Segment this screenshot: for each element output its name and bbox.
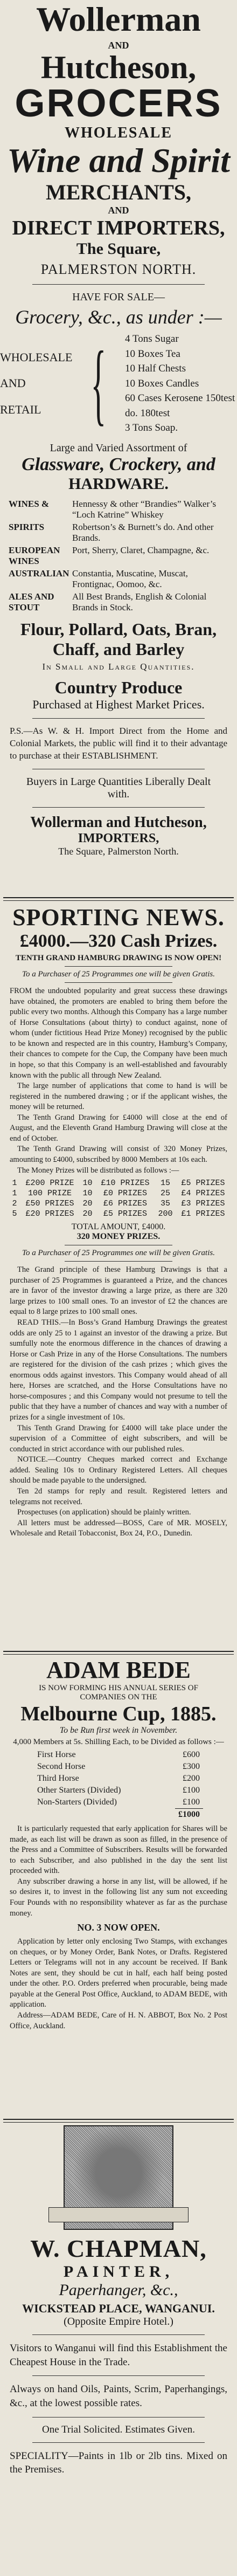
col-retail: RETAIL [0, 402, 41, 416]
wines-row [9, 545, 228, 567]
table-cell: £10 PRIZES [101, 1179, 150, 1188]
specialty-line: SPECIALITY—Paints in 1lb or 2lb tins. Mixed on the Premises. [10, 2450, 227, 2476]
table-cell: £3 PRIZES [181, 1199, 225, 1209]
sporting-paragraph: The Tenth Grand Drawing for £4000 will close at the end of August, and the Eleventh Grand Hamburg Drawing will close at the end of October. [10, 1113, 227, 1143]
chaff-heading: Chaff, and Barley [52, 639, 185, 659]
divider [32, 807, 205, 808]
purchaser-line-2: To a Purchaser of 25 Programmes one will be given Gratis. [22, 1249, 215, 1258]
and-label: AND [108, 40, 129, 51]
chapman-name: W. CHAPMAN, [30, 2235, 207, 2262]
produce-heading: Country Produce [54, 677, 183, 697]
adam-title: ADAM BEDE [46, 1657, 191, 1683]
table-cell: £600 [183, 1750, 200, 1759]
table-cell: Second Horse [37, 1762, 86, 1771]
table-cell: Other Starters (Divided) [37, 1786, 121, 1795]
table-cell: £200 PRIZE [25, 1179, 74, 1188]
table-cell: 100 PRIZE [27, 1189, 72, 1199]
table-row [34, 1785, 203, 1796]
table-cell: £0 PRIZES [103, 1189, 148, 1199]
table-cell: £100 [183, 1786, 200, 1795]
paperhanger-heading: Paperhanger, &c., [59, 2281, 178, 2299]
wines-row-label: AUSTRALIAN [9, 568, 69, 578]
square-heading: The Square, [76, 239, 161, 258]
table-cell: 1 [12, 1179, 17, 1188]
importers-heading: DIRECT IMPORTERS, [12, 216, 225, 239]
col-wholesale: WHOLESALE [0, 350, 73, 364]
list-item: 4 Tons Sugar [125, 333, 179, 345]
wines-row-text: Hennessy & other “Brandies” Walker’s “Loch Katrine” Whiskey [72, 498, 217, 520]
advert-name-2: Hutcheson, [40, 50, 197, 85]
table-row [34, 1809, 203, 1821]
table-cell: £5 PRIZES [181, 1179, 225, 1188]
divider [32, 718, 205, 719]
table-row [34, 1749, 203, 1761]
quantities-line: In Small and Large Quantities. [42, 661, 195, 672]
wines-row-text: All Best Brands, English & Colonial Brands in Stock. [72, 591, 207, 612]
prizes-table [8, 1178, 229, 1219]
wollerman-advert [0, 0, 237, 890]
col-and: AND [0, 376, 26, 390]
grocers-heading: GROCERS [15, 82, 222, 125]
adam-paragraph: Application by letter only enclosing Two Stamps, with exchanges on cheques, or by Money Order, Bank Notes, or Drafts. Registered Letters or Telegrams will not in any account be received. If Bank Notes are sent, they should be cut in half, each half being posted under the other. P.O. Orders preferred when procurable, being made payable at the General Post Office, Auckland, to ADAM BEDE, with application. [10, 1937, 227, 2009]
sporting-paragraph: The Tenth Grand Drawing will consist of 320 Money Prizes, amounting to £4000, subscribed by 8000 Members at 10s each. [10, 1145, 227, 1164]
ps-paragraph: P.S.—As W. & H. Import Direct from the Home and Colonial Markets, the public will find it to their advantage to purchase at their ESTABLISHMENT. [10, 725, 227, 761]
column-rule [3, 897, 234, 901]
hardware-heading: HARDWARE. [68, 474, 169, 493]
trial-line: One Trial Solicited. Estimates Given. [42, 2423, 195, 2435]
for-sale-label: HAVE FOR SALE— [72, 291, 165, 303]
wines-row [9, 499, 228, 520]
table-row [34, 1796, 203, 1809]
table-cell: 20 [82, 1199, 93, 1209]
table-cell: 10 [82, 1179, 93, 1188]
town-heading: PALMERSTON NORTH. [40, 261, 197, 277]
wines-list [9, 499, 228, 613]
table-row [8, 1188, 229, 1199]
table-cell: Non-Starters (Divided) [37, 1797, 117, 1807]
sporting-paragraph: The Grand principle of these Hamburg Drawings is that a purchaser of 25 Programmes is guaranteed a Prize, and the chances are in favor of the investor drawing a large prize, as there are 320 large prizes to 100 small ones. To an investor of £2 the chances are equal to 8 large prizes to 100 small ones. [10, 1265, 227, 1317]
and-label-2: AND [108, 204, 129, 216]
table-cell: £50 PRIZES [25, 1199, 74, 1209]
table-cell: 5 [12, 1209, 17, 1219]
opposite-line: (Opposite Empire Hotel.) [64, 2316, 173, 2327]
wines-row-label: ALES AND STOUT [9, 591, 54, 612]
melbourne-cup-heading: Melbourne Cup, 1885. [20, 1703, 217, 1725]
table-cell: 20 [82, 1209, 93, 1219]
merchants-heading: MERCHANTS, [45, 180, 192, 204]
table-cell: 10 [82, 1189, 93, 1199]
list-item: 10 Half Chests [125, 363, 186, 375]
footer-name: Wollerman and Hutcheson, [30, 814, 207, 831]
table-cell: 35 [161, 1199, 171, 1209]
grocery-heading: Grocery, &c., as under :— [15, 306, 222, 328]
table-cell: 1 [12, 1189, 17, 1199]
wine-spirit-heading: Wine and Spirit [7, 141, 230, 180]
buyers-line: Buyers in Large Quantities Liberally Dealt with. [26, 775, 211, 800]
sporting-paragraph: Prospectuses (on application) should be plainly written. [17, 1508, 191, 1517]
sporting-paragraph: This Tenth Grand Drawing for £4000 will take place under the supervision of a Committee of eight subscribers, and will be conducted in strict accordance with our published rules. [10, 1423, 227, 1454]
brace-glyph: { [90, 333, 107, 435]
wines-row-label: SPIRITS [9, 521, 45, 532]
glassware-heading: Glassware, Crockery, and [22, 454, 215, 474]
wines-row [9, 591, 228, 613]
adam-paragraph: It is particularly requested that early application for Shares will be made, as each list will be drawn as soon as filled, in the presence of the Press and a Committee of Subscribers. Results will be forwarded to each Subscriber, and also published in the day the sent list proceeded with. [10, 1824, 227, 1876]
table-cell: £6 PRIZES [103, 1199, 148, 1209]
table-cell: £100 [183, 1797, 200, 1807]
forming-line: IS NOW FORMING HIS ANNUAL SERIES OF COMPANIES ON THE [39, 1684, 198, 1702]
table-cell: First Horse [37, 1750, 76, 1759]
list-item: 10 Boxes Tea [125, 348, 180, 360]
table-row [8, 1199, 229, 1209]
sporting-title: SPORTING NEWS. [12, 904, 225, 931]
wickstead-line: WICKSTEAD PLACE, WANGANUI. [22, 2302, 215, 2315]
table-cell: £1 PRIZES [181, 1209, 225, 1219]
wines-row [9, 568, 228, 590]
list-item: 3 Tons Soap. [125, 422, 178, 434]
sporting-paragraph: FROM the undoubted popularity and great success these drawings have obtained, the promoters are enabled to bring them before the public every two months. Although this Company has a large number of Horse Consultations (about thirty) to conduct against, none of whom (under fictitious Head Prize Money) recognised by the public to be known and respected are in this country, Hamburg’s Company, their chances to compete for the Cup, the Company have been much in hope, so that this Company is an well-established and favourably known with the public all through New Zealand. [10, 987, 227, 1080]
list-item: 60 Cases Kerosene 150test do. 180test [125, 392, 235, 419]
column-rule [3, 2119, 234, 2123]
column-rule [3, 1651, 234, 1655]
sporting-paragraph: Ten 2d stamps for reply and result. Registered letters and telegrams not received. [10, 1486, 227, 1506]
visitors-paragraph: Visitors to Wanganui will find this Establishment the Cheapest House in the Trade. [10, 2343, 227, 2368]
wholesale-heading: WHOLESALE [64, 124, 173, 141]
flour-heading: Flour, Pollard, Oats, Bran, [20, 619, 217, 639]
table-row [8, 1178, 229, 1188]
table-cell: Third Horse [37, 1774, 79, 1783]
table-cell: £200 [183, 1774, 200, 1783]
wines-row-label: WINES & [9, 498, 50, 509]
goods-list [125, 332, 237, 436]
purchaser-line: To a Purchaser of 25 Programmes one will be given Gratis. [22, 970, 215, 979]
wholesale-retail-column [0, 345, 72, 423]
woodcut-emblem [64, 2125, 173, 2230]
sporting-prizes: £4000.—320 Cash Prizes. [19, 931, 218, 951]
divider [32, 2334, 205, 2335]
divider [65, 982, 172, 983]
run-line: To be Run first week in November. [59, 1726, 178, 1735]
painter-heading: PAINTER, [63, 2263, 174, 2281]
wines-row-text: Constantia, Muscatine, Muscat, Frontignac, Oomoo, &c. [72, 568, 188, 589]
assortment-line: Large and Varied Assortment of [50, 442, 187, 454]
list-item: 10 Boxes Candles [125, 377, 199, 389]
table-cell: £300 [183, 1762, 200, 1771]
now-open-line: NO. 3 NOW OPEN. [77, 1922, 160, 1933]
ribbon-banner [48, 2207, 189, 2222]
wines-row-text: Robertson’s & Burnett’s do. And other Brands. [72, 521, 214, 543]
table-cell: 200 [158, 1209, 173, 1219]
divider [32, 2442, 205, 2443]
table-cell: 2 [12, 1199, 17, 1209]
divider [65, 1261, 172, 1262]
sporting-paragraph: The Money Prizes will be distributed as follows :— [17, 1166, 179, 1175]
wines-row-text: Port, Sherry, Claret, Champagne, &c. [72, 545, 210, 555]
total-cell: £1000 [175, 1809, 203, 1821]
divider [32, 284, 205, 285]
wines-row-label: EUROPEAN WINES [9, 545, 60, 566]
table-cell: 25 [161, 1189, 171, 1199]
table-row [8, 1209, 229, 1219]
sporting-paragraph: The large number of applications that come to hand is will be registered in the numbered drawing ; or if the applicant wishes, the money will be returned. [10, 1082, 227, 1112]
sporting-paragraph: NOTICE.—Country Cheques marked correct and Exchange added. Sealing 10s to Ordinary Registered Letters. All cheques should be made payable to the undersigned. [10, 1455, 227, 1485]
purchased-line: Purchased at Highest Market Prices. [32, 697, 205, 711]
money-prizes-line: 320 MONEY PRIZES. [76, 1232, 161, 1242]
table-cell: 15 [161, 1179, 171, 1188]
members-line: 4,000 Members at 5s. Shilling Each, to be Divided as follows :— [13, 1738, 224, 1746]
sporting-paragraph: All letters must be addressed—BOSS, Care of MR. MOSELY, Wholesale and Retail Tobacconist, Box 24, P.O., Dunedin. [10, 1518, 227, 1538]
always-paragraph: Always on hand Oils, Paints, Scrim, Paperhangings, &c., at the lowest possible rates. [10, 2384, 227, 2409]
total-amount: TOTAL AMOUNT, £4000. [71, 1222, 166, 1232]
adam-address: Address—ADAM BEDE, Care of H. N. ABBOT, Box No. 2 Post Office, Auckland. [10, 2011, 227, 2030]
table-row [34, 1773, 203, 1785]
sporting-advert [0, 904, 237, 1648]
table-row [34, 1761, 203, 1773]
grocery-list [0, 332, 237, 436]
table-cell: £20 PRIZES [25, 1209, 74, 1219]
wines-row [9, 522, 228, 543]
chapman-advert [0, 2125, 237, 2573]
division-table [34, 1749, 203, 1821]
table-cell: £5 PRIZES [103, 1209, 148, 1219]
table-cell: £4 PRIZES [181, 1189, 225, 1199]
divider [32, 2375, 205, 2376]
adam-paragraph: Any subscriber drawing a horse in any list, will be allowed, if he so desires it, to invest in the following list any sum not exceeding Four Pounds with no responsibility whatever as far as the purchase money. [10, 1877, 227, 1918]
tenth-drawing-line: TENTH GRAND HAMBURG DRAWING IS NOW OPEN! [15, 954, 222, 962]
sporting-paragraph: READ THIS.—In Boss’s Grand Hamburg Drawings the greatest odds are only 25 to 1 against an investor of the drawing a prize. But sumfully note the enormous difference in the chances of drawing a Horse or Cash Prize in any of the Horse Consultations. The numbers are registered for the division of the cash prizes ; which gives the enormous odds against investors. This Company would ahead of all here, Horses are scratched, and the Horse Consultations have no horse-composures ; and this Company would not presume to tell the public that they have a number of chances and way with a number of prizes for a single investment of 10s. [10, 1318, 227, 1422]
advert-name-1: Wollerman [36, 0, 201, 38]
footer-address: The Square, Palmerston North. [58, 845, 179, 857]
divider [65, 966, 172, 967]
adam-bede-advert [0, 1656, 237, 2114]
footer-importers: IMPORTERS, [78, 831, 159, 845]
